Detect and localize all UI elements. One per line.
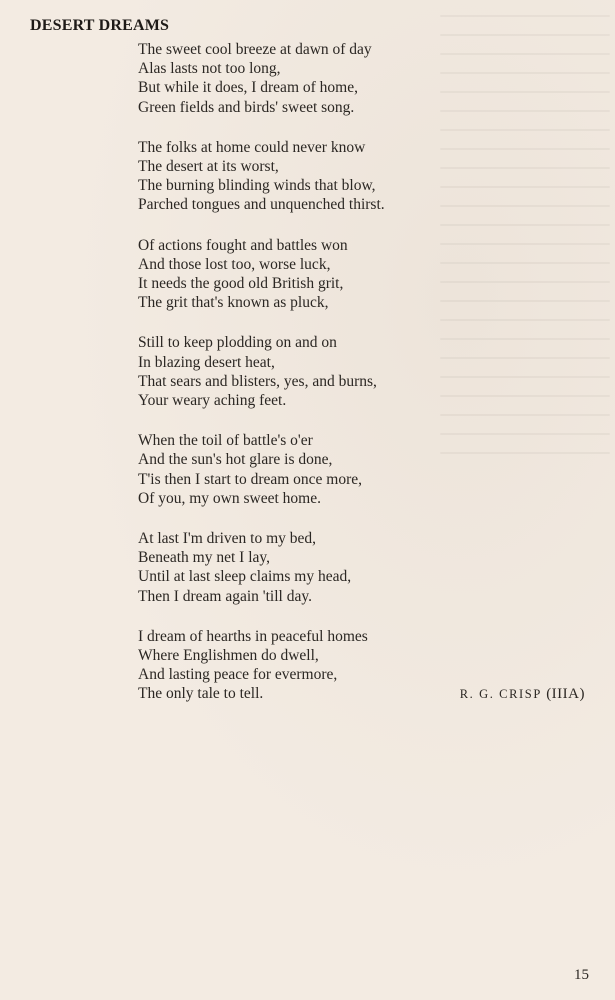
poem-line: At last I'm driven to my bed,: [138, 530, 317, 548]
poem-line: Parched tongues and unquenched thirst.: [138, 196, 385, 214]
stanza-3: [138, 236, 578, 313]
poem-line: Beneath my net I lay,: [138, 549, 270, 567]
poem-body: [138, 40, 578, 725]
poem-line: And those lost too, worse luck,: [138, 255, 331, 273]
stanza-6: [138, 529, 578, 606]
stanza-5: [138, 431, 578, 508]
poem-line: And the sun's hot glare is done,: [138, 451, 333, 469]
poem-line: When the toil of battle's o'er: [138, 432, 313, 450]
poem-line: But while it does, I dream of home,: [138, 79, 358, 97]
poem-line: The sweet cool breeze at dawn of day: [138, 41, 372, 58]
poem-line: Of actions fought and battles won: [138, 236, 348, 254]
page-number: 15: [574, 967, 589, 983]
poem-line: T'is then I start to dream once more,: [138, 470, 363, 488]
author-form: (IIIA): [546, 686, 585, 702]
poem-line: Where Englishmen do dwell,: [138, 647, 319, 665]
poem-line: The burning blinding winds that blow,: [138, 177, 376, 195]
poem-line: Your weary aching feet.: [138, 392, 287, 410]
poem-line: Still to keep plodding on and on: [138, 334, 337, 352]
stanza-4: [138, 333, 578, 410]
poem-line: That sears and blisters, yes, and burns,: [138, 372, 377, 390]
poem-line: The only tale to tell.: [138, 685, 264, 703]
poem-line: I dream of hearths in peaceful homes: [138, 627, 368, 645]
poem-line: Then I dream again 'till day.: [138, 587, 312, 605]
author-name: R. G. CRISP: [459, 687, 542, 701]
poem-line: The grit that's known as pluck,: [138, 294, 329, 312]
poem-line: And lasting peace for evermore,: [138, 666, 338, 684]
stanza-2: [138, 138, 578, 215]
poem-title: DESERT DREAMS: [30, 17, 170, 34]
poem-line: In blazing desert heat,: [138, 353, 275, 371]
author-credit: [460, 686, 585, 703]
poem-line: Green fields and birds' sweet song.: [138, 98, 355, 116]
poem-line: Until at last sleep claims my head,: [138, 568, 352, 586]
poem-line: Of you, my own sweet home.: [138, 489, 321, 507]
stanza-1: [138, 40, 578, 117]
poem-line: The folks at home could never know: [138, 138, 366, 156]
poem-line: The desert at its worst,: [138, 158, 279, 176]
poem-line: It needs the good old British grit,: [138, 275, 344, 293]
poem-line: Alas lasts not too long,: [138, 60, 281, 78]
